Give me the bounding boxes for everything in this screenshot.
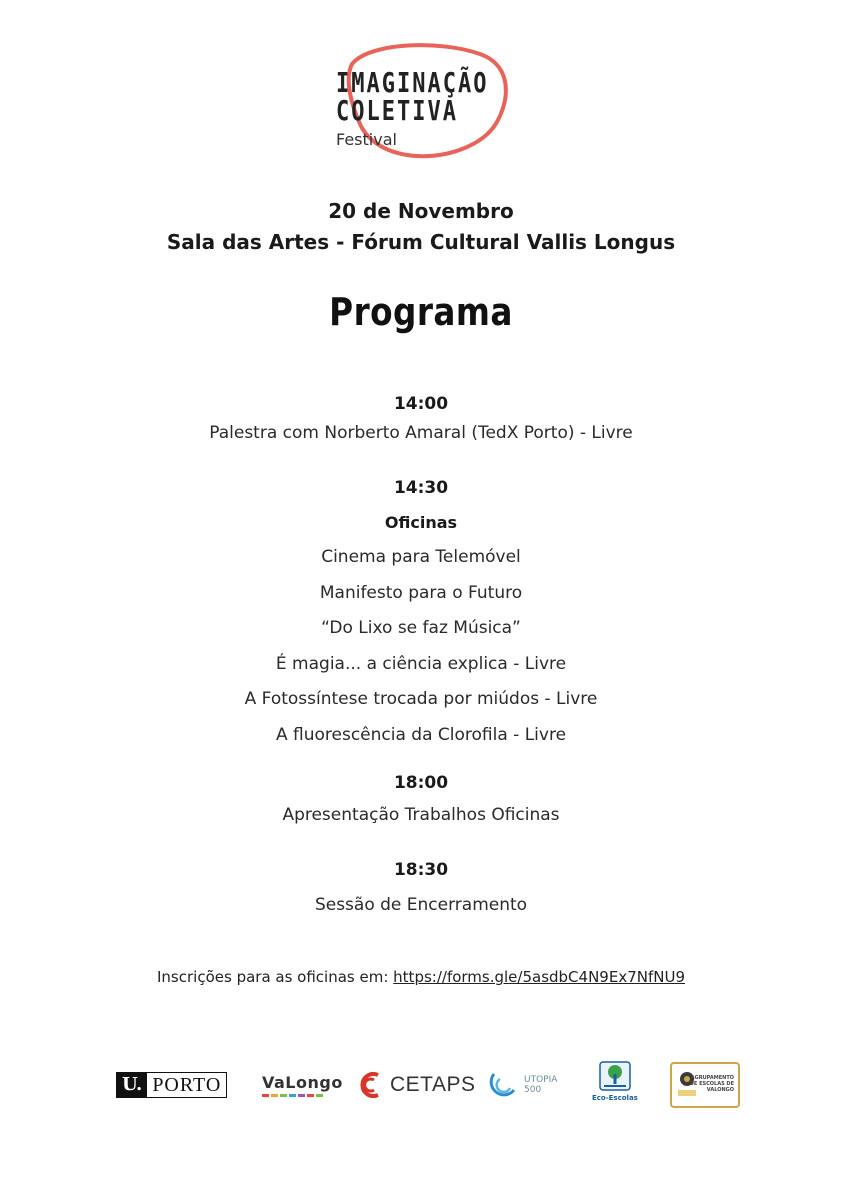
workshop-item: Manifesto para o Futuro — [319, 583, 523, 603]
eco-escolas-logo — [592, 1060, 638, 1110]
cetaps-logo-text: CETAPS — [390, 1073, 476, 1096]
workshop-item: “Do Lixo se faz Música” — [321, 618, 521, 638]
schedule-time: 14:30 — [393, 478, 449, 498]
cetaps-mark-icon — [358, 1070, 384, 1100]
workshop-item: Cinema para Telemóvel — [321, 547, 521, 567]
eco-escolas-flag-icon — [598, 1060, 632, 1092]
utopia-logo-text — [524, 1075, 557, 1095]
workshop-item: A Fotossíntese trocada por miúdos - Livre — [244, 689, 598, 709]
logo-title-line2: COLETIVA — [336, 96, 458, 128]
uporto-logo-mark: U. — [117, 1073, 147, 1097]
schedule-time: 14:00 — [393, 394, 449, 414]
event-date: 20 de Novembro — [328, 199, 514, 223]
utopia-logo-line1: UTOPIA — [524, 1075, 558, 1085]
valongo-logo — [262, 1060, 343, 1110]
schedule-subheading: Oficinas — [384, 513, 458, 532]
schedule-time: 18:00 — [393, 773, 449, 793]
utopia-logo — [486, 1060, 557, 1110]
program-title: Programa — [329, 290, 513, 334]
eco-escolas-logo-text: Eco-Escolas — [592, 1094, 638, 1102]
registration-text: Inscrições para as oficinas em: — [157, 968, 394, 986]
schedule-item: Apresentação Trabalhos Oficinas — [282, 805, 560, 825]
festival-logo — [330, 40, 520, 160]
logo-title-line1: IMAGINAÇÃO — [336, 68, 489, 100]
schedule-time: 18:30 — [393, 860, 449, 880]
valongo-color-bar — [262, 1094, 323, 1097]
cetaps-logo — [358, 1060, 475, 1110]
workshop-item: A fluorescência da Clorofila - Livre — [275, 725, 567, 745]
event-venue: Sala das Artes - Fórum Cultural Vallis Longus — [166, 230, 676, 254]
logo-subtitle: Festival — [336, 130, 397, 149]
utopia-logo-line2: 500 — [524, 1085, 542, 1095]
schedule-item: Palestra com Norberto Amaral (TedX Porto) - Livre — [209, 423, 633, 443]
uporto-logo-text: PORTO — [152, 1074, 222, 1096]
workshop-item: É magia... a ciência explica - Livre — [275, 654, 567, 674]
agrupamento-valongo-logo — [670, 1060, 740, 1110]
schedule-item: Sessão de Encerramento — [314, 895, 528, 915]
utopia-mark-icon — [486, 1070, 518, 1100]
registration-link[interactable]: https://forms.gle/5asdbC4N9Ex7NfNU9 — [393, 968, 685, 986]
valongo-logo-text: VaLongo — [262, 1073, 343, 1092]
uporto-logo — [116, 1060, 227, 1110]
registration-note — [0, 968, 842, 986]
agrupamento-logo-text: AGRUPAMENTO DE ESCOLAS DE VALONGO — [689, 1075, 734, 1093]
